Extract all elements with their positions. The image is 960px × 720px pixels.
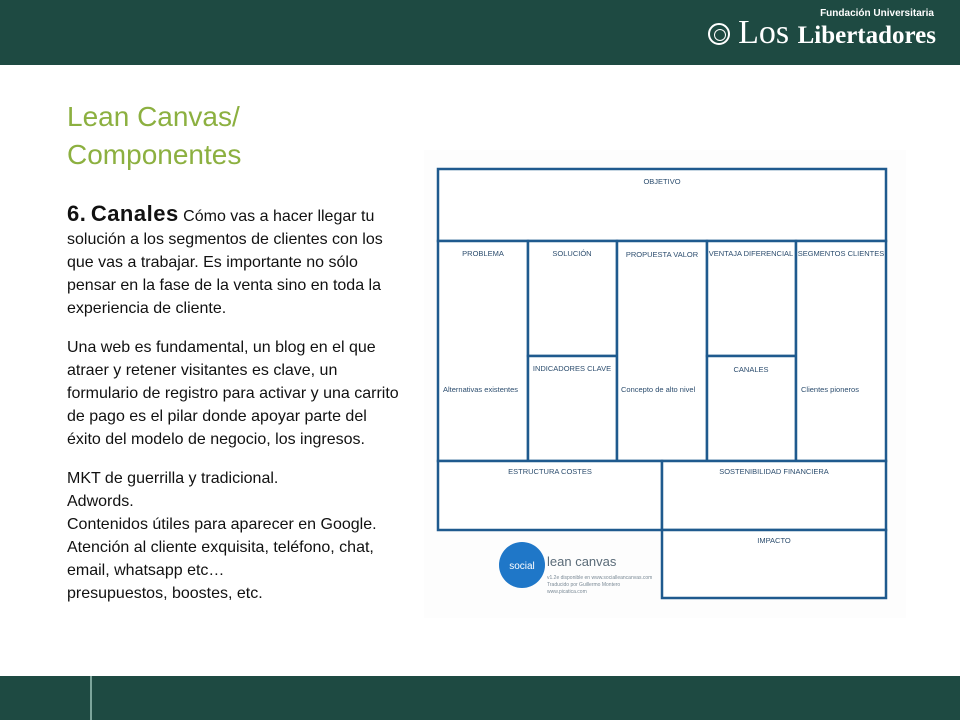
sostenibilidad-label: SOSTENIBILIDAD FINANCIERA — [719, 467, 829, 476]
indicadores-label: INDICADORES CLAVE — [532, 364, 612, 373]
footer-bar — [0, 676, 960, 720]
objetivo-label: OBJETIVO — [643, 177, 681, 186]
list-item: MKT de guerrilla y tradicional. — [67, 470, 279, 487]
logo-name-first: Los — [738, 13, 798, 51]
social-logo-text: social — [509, 561, 535, 572]
lean-canvas-logo-word: lean canvas — [547, 554, 617, 569]
section-number: 6. — [67, 202, 87, 226]
lean-canvas-image — [424, 150, 906, 618]
section-heading: Canales — [90, 202, 179, 226]
slide-title: Lean Canvas/ Componentes — [67, 101, 242, 170]
web-paragraph: Una web es fundamental, un blog en el que atraer y retener visitantes es clave, un formulario de registro para activar y una carrito de pago es el pilar donde apoyar parte del éxito del modelo de negocio, los ingresos. — [67, 339, 399, 448]
alternativas-note: Alternativas existentes — [443, 385, 519, 394]
concepto-note: Concepto de alto nivel — [621, 385, 696, 394]
list-item: Contenidos útiles para aparecer en Google. — [67, 516, 377, 533]
credit-line: Traducido por Guillermo Montero — [547, 582, 621, 588]
problema-label: PROBLEMA — [462, 249, 504, 258]
footer-divider — [90, 676, 92, 720]
tactics-list — [67, 467, 402, 605]
segmentos-label: SEGMENTOS CLIENTES — [797, 249, 885, 258]
costes-label: ESTRUCTURA COSTES — [508, 467, 592, 476]
header-bar — [0, 0, 960, 65]
slide-body — [67, 202, 402, 676]
university-logo — [708, 7, 936, 54]
solucion-label: SOLUCIÓN — [552, 249, 592, 258]
pioneros-note: Clientes pioneros — [801, 385, 859, 394]
logo-subtitle: Fundación Universitaria — [820, 7, 934, 19]
list-item: Adwords. — [67, 493, 134, 510]
problema-box — [438, 241, 528, 461]
logo-wordmark — [738, 7, 936, 55]
propuesta-label: PROPUESTA VALOR — [625, 250, 699, 259]
ventaja-box — [707, 241, 796, 356]
propuesta-box — [617, 241, 707, 461]
seal-icon — [708, 23, 730, 45]
segmentos-box — [796, 241, 886, 461]
list-item: Atención al cliente exquisita, teléfono, chat, email, whatsapp etc… — [67, 539, 374, 579]
logo-name-second: Libertadores — [797, 21, 936, 49]
canales-label: CANALES — [733, 365, 769, 374]
list-item: presupuestos, boostes, etc. — [67, 585, 263, 602]
impacto-label: IMPACTO — [757, 536, 791, 545]
section-description: Cómo vas a hacer llegar tu solución a los segmentos de clientes con los que vas a trabajar. Es importante no sólo pensar en la fase de la venta sino en toda la experiencia de cliente. — [67, 208, 383, 317]
credit-line: www.picatica.com — [547, 589, 587, 595]
solucion-box — [528, 241, 617, 356]
credit-line: v1.2e disponible en www.socialleancanvas.com — [547, 575, 653, 581]
ventaja-label: VENTAJA DIFERENCIAL — [708, 249, 794, 258]
lean-canvas-diagram — [424, 150, 906, 618]
channels-paragraph — [67, 202, 402, 320]
